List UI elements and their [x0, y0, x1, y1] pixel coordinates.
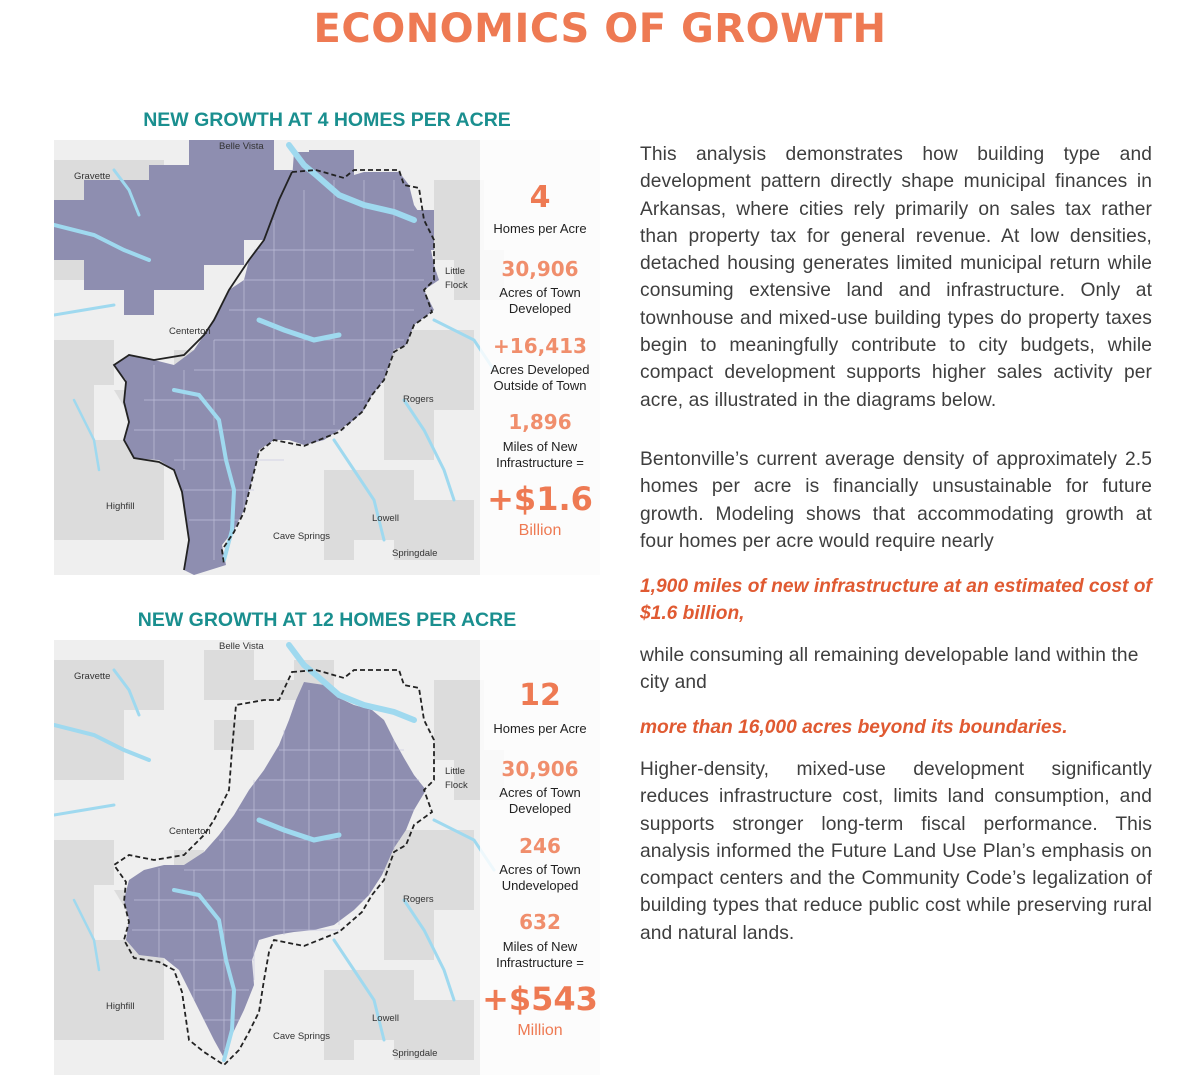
place-label-highfill: Highfill [106, 1001, 135, 1012]
density-value: 4 [529, 180, 551, 215]
acres-developed-label-1: Acres of Town [499, 785, 581, 800]
acres-beyond-callout: more than 16,000 acres beyond its boundaries. [640, 717, 1068, 738]
analysis-paragraph: This analysis demonstrates how building type and development pattern directly shape municipal finances in Arkansas, where cities rely primarily on sales tax rather than property tax for general revenue. At low densities, detached housing generates limited municipal return while consuming extensive land and infrastructure. Only at townhouse and mixed-use building types do property taxes begin to meaningfully contribute to city budgets, while compact development supports higher sales activity per acre, as illustrated in the diagrams below. [640, 144, 1152, 411]
map-panel-4-homes [54, 140, 600, 575]
acres-undeveloped-label-1: Acres of Town [499, 862, 581, 877]
place-label-centerton: Centerton [169, 326, 211, 337]
place-label-belle-vista: Belle Vista [219, 641, 264, 652]
intro-paragraph [640, 141, 1152, 414]
place-label-rogers: Rogers [403, 394, 434, 405]
place-label-little: Little [445, 766, 466, 777]
density-label: Homes per Acre [493, 221, 587, 236]
acres-undeveloped-label-2: Undeveloped [501, 878, 579, 893]
place-label-springdale: Springdale [392, 1048, 438, 1059]
conclusion-paragraph: Higher-density, mixed-use development significantly reduces infrastructure cost, limits land consumption, and supports stronger long-term fiscal performance. This analysis informed the Future Land Use Plan’s emphasis on compact centers and the Community Code’s legalization of building types that reduce public cost while preserving rural and natural lands. [640, 759, 1152, 944]
place-label-gravette: Gravette [74, 171, 111, 182]
acres-developed-label-2: Developed [508, 801, 572, 816]
place-label-rogers: Rogers [403, 894, 434, 905]
acres-outside-label-2: Outside of Town [493, 378, 587, 393]
place-label-belle-vista: Belle Vista [219, 141, 264, 152]
emphasis-block-1 [640, 573, 1152, 628]
map-panel-12-homes [54, 640, 600, 1075]
place-label-little: Little [445, 266, 466, 277]
panel-heading-12-homes: NEW GROWTH AT 12 HOMES PER ACRE [137, 609, 517, 631]
infrastructure-miles-label-1: Miles of New [502, 939, 578, 954]
place-label-highfill: Highfill [106, 501, 135, 512]
infrastructure-cost-value: +$543 [482, 980, 598, 1018]
density-paragraph-block [640, 446, 1152, 555]
infrastructure-miles-label-1: Miles of New [502, 439, 578, 454]
infrastructure-cost-value: +$1.6 [487, 480, 593, 518]
place-label-gravette: Gravette [74, 671, 111, 682]
place-label-lowell: Lowell [372, 1013, 399, 1024]
emphasis-block-2 [640, 714, 1152, 741]
place-label-cave-springs: Cave Springs [273, 531, 331, 542]
place-label-springdale: Springdale [392, 548, 438, 559]
acres-outside-value: +16,413 [493, 334, 587, 358]
acres-developed-value: 30,906 [501, 757, 579, 781]
conclusion-paragraph-block [640, 756, 1152, 947]
place-label-centerton: Centerton [169, 826, 211, 837]
place-label-flock: Flock [445, 780, 468, 791]
acres-developed-value: 30,906 [501, 257, 579, 281]
infrastructure-cost-unit: Million [517, 1022, 563, 1039]
panel-heading-4-homes: NEW GROWTH AT 4 HOMES PER ACRE [143, 109, 511, 131]
infrastructure-miles-value: 1,896 [508, 410, 572, 434]
place-label-cave-springs: Cave Springs [273, 1031, 331, 1042]
land-paragraph-block [640, 642, 1152, 697]
place-label-flock: Flock [445, 280, 468, 291]
place-label-lowell: Lowell [372, 513, 399, 524]
infrastructure-miles-label-2: Infrastructure = [496, 455, 584, 470]
infrastructure-cost-unit: Billion [518, 522, 562, 539]
page-title: ECONOMICS OF GROWTH [313, 6, 887, 52]
density-paragraph: Bentonville’s current average density of approximately 2.5 homes per acre is financially unsustainable for future growth. Modeling shows that accommodating growth at four homes per acre would require nearly [640, 449, 1152, 552]
stats-box-4-homes [480, 140, 600, 575]
infrastructure-miles-value: 632 [519, 910, 561, 934]
land-consumption-paragraph: while consuming all remaining developable land within the city and [640, 645, 1139, 694]
acres-developed-label-2: Developed [508, 301, 572, 316]
density-value: 12 [519, 678, 561, 713]
infrastructure-miles-label-2: Infrastructure = [496, 955, 584, 970]
density-label: Homes per Acre [493, 721, 587, 736]
acres-developed-label-1: Acres of Town [499, 285, 581, 300]
acres-outside-label-1: Acres Developed [490, 362, 590, 377]
acres-undeveloped-value: 246 [519, 834, 561, 858]
infrastructure-cost-callout: 1,900 miles of new infrastructure at an estimated cost of $1.6 billion, [640, 576, 1152, 625]
stats-box-12-homes [480, 640, 600, 1075]
